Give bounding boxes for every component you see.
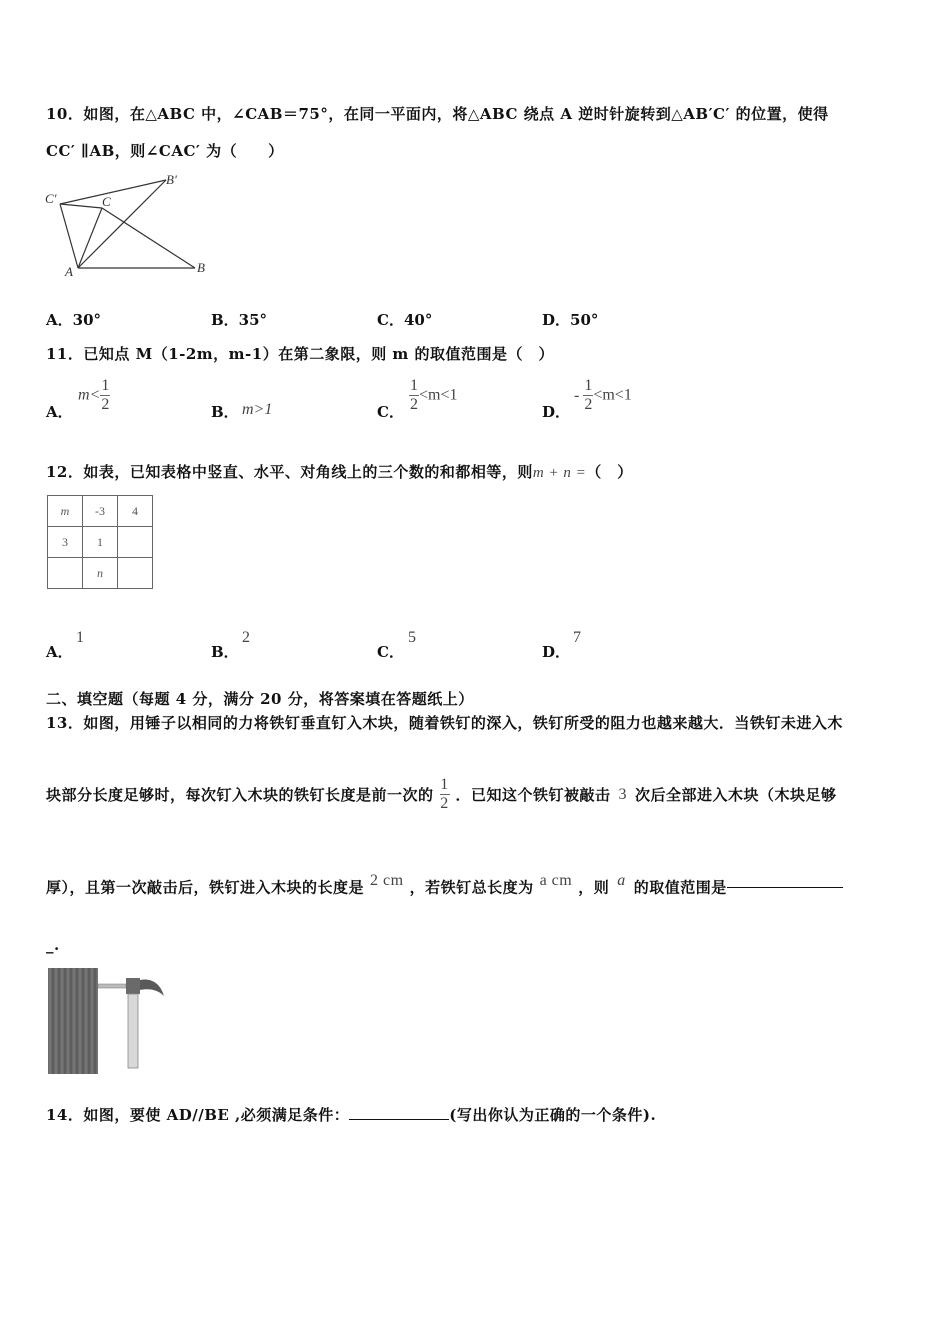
q13-line2-part-c: 次后全部进入木块（木块足够 [635,786,837,804]
hammer-head-face [126,978,140,994]
q13-a-var: a [617,872,626,889]
q13-tail: _. [46,936,60,954]
q11-text: 11．已知点 M（1-2m，m-1）在第二象限，则 m 的取值范围是（ ） [46,345,555,363]
q10-option-c: C．40° [377,311,433,329]
q13-frac-num: 1 [440,776,449,793]
label-a: A [65,264,73,278]
q10-option-d: D．50° [542,311,599,329]
q12-text [46,461,633,482]
segment-cprime-a [60,204,78,268]
label-c: C [102,194,111,209]
q12-option-b-value: 2 [242,629,250,646]
q12-paren: （ ） [586,463,633,481]
q11-d-right: <m<1 [593,386,632,404]
table-row [48,558,153,589]
q11-a-den: 2 [101,396,110,413]
segment-c-b [102,208,195,268]
nail [98,984,126,988]
q10-rotation-figure [40,168,215,278]
q13-line3-part-d: 的取值范围是 [633,878,727,897]
q11-option-b-label: B． [211,403,239,421]
q11-d-den: 2 [584,396,593,413]
table-row [48,527,153,558]
table-cell [118,527,153,558]
q13-line1: 13．如图，用锤子以相同的力将铁钉垂直钉入木块，随着铁钉的深入，铁钉所受的阻力也越来越大．当铁钉未进入木 [46,714,843,732]
q13-answer-blank [727,887,843,888]
q12-option-c-value: 5 [408,629,416,646]
table-cell: n [83,558,118,589]
section-heading-fill-in: 二、填空题（每题 4 分，满分 20 分，将答案填在答题纸上） [46,690,474,708]
q14-text [46,1104,656,1125]
q10-option-a: A．30° [46,311,102,329]
label-bprime: B' [166,172,177,187]
q11-option-b-math: m>1 [242,401,273,418]
table-cell: -3 [83,496,118,527]
q11-a-left: m< [78,386,101,404]
wood-block [48,968,98,1074]
q13-line3-part-a: 厚），且第一次敲击后，铁钉进入木块的长度是 [46,878,365,897]
q13-line3-part-b: ，若铁钉总长度为 [409,878,534,897]
q12-option-b-label: B． [211,643,239,661]
q11-option-a-math [78,377,110,414]
q13-two-cm: 2 cm [370,872,404,889]
label-b: B [197,260,205,275]
q10-line2: CC′ ∥AB，则∠CAC′ 为（ ） [46,142,284,160]
segment-bprime-a [78,180,166,268]
q10-line1: 10．如图，在△ABC 中，∠CAB＝75°，在同一平面内，将△ABC 绕点 A 逆时针旋转到△AB′C′ 的位置，使得 [46,105,829,123]
q12-option-a-label: A． [46,643,73,661]
table-row [48,496,153,527]
table-cell: 1 [83,527,118,558]
q13-line3 [46,872,843,898]
q11-option-a-label: A． [46,403,73,421]
q12-expr: m + n = [532,465,587,481]
q12-option-a-value: 1 [76,629,84,646]
q13-frac-den: 2 [440,795,449,812]
q14-answer-blank [349,1104,449,1120]
q13-a-cm: a cm [539,872,573,889]
segment-cprime-bprime [60,180,166,204]
q12-question: 12．如表，已知表格中竖直、水平、对角线上的三个数的和都相等，则 [46,463,533,481]
q11-option-d-math [574,377,632,414]
segment-cprime-c [60,204,102,208]
table-cell: 3 [48,527,83,558]
q11-d-num: 1 [584,377,593,394]
q11-d-minus: - [574,386,580,404]
q11-c-right: <m<1 [419,386,458,404]
q13-line2-part-a: 块部分长度足够时，每次钉入木块的铁钉长度是前一次的 [46,786,434,804]
q14-before: 14．如图，要使 AD//BE ,必须满足条件： [46,1106,350,1124]
table-cell: 4 [118,496,153,527]
q11-c-num: 1 [410,377,418,394]
table-cell [48,558,83,589]
q11-option-c-math [409,377,458,414]
label-cprime: C' [45,191,57,206]
hammer-handle [128,994,138,1068]
q14-after: (写出你认为正确的一个条件). [449,1106,657,1124]
q11-c-den: 2 [410,396,418,413]
q12-option-c-label: C． [377,643,404,661]
q11-option-c-label: C． [377,403,404,421]
q13-line2 [46,776,837,813]
hammer-nail-figure [46,966,171,1078]
q11-option-d-label: D． [542,403,571,421]
segment-c-a [78,208,102,268]
q10-option-b: B．35° [211,311,268,329]
table-cell: m [48,496,83,527]
q12-magic-square-table [47,495,153,589]
q11-a-num: 1 [101,377,110,394]
q13-line2-part-b: ．已知这个铁钉被敲击 [455,786,611,804]
q13-three: 3 [618,785,628,803]
q12-option-d-label: D． [542,643,571,661]
hammer-claw [140,980,164,996]
q12-option-d-value: 7 [573,629,581,646]
q13-line3-part-c: ，则 [578,878,610,897]
table-cell [118,558,153,589]
